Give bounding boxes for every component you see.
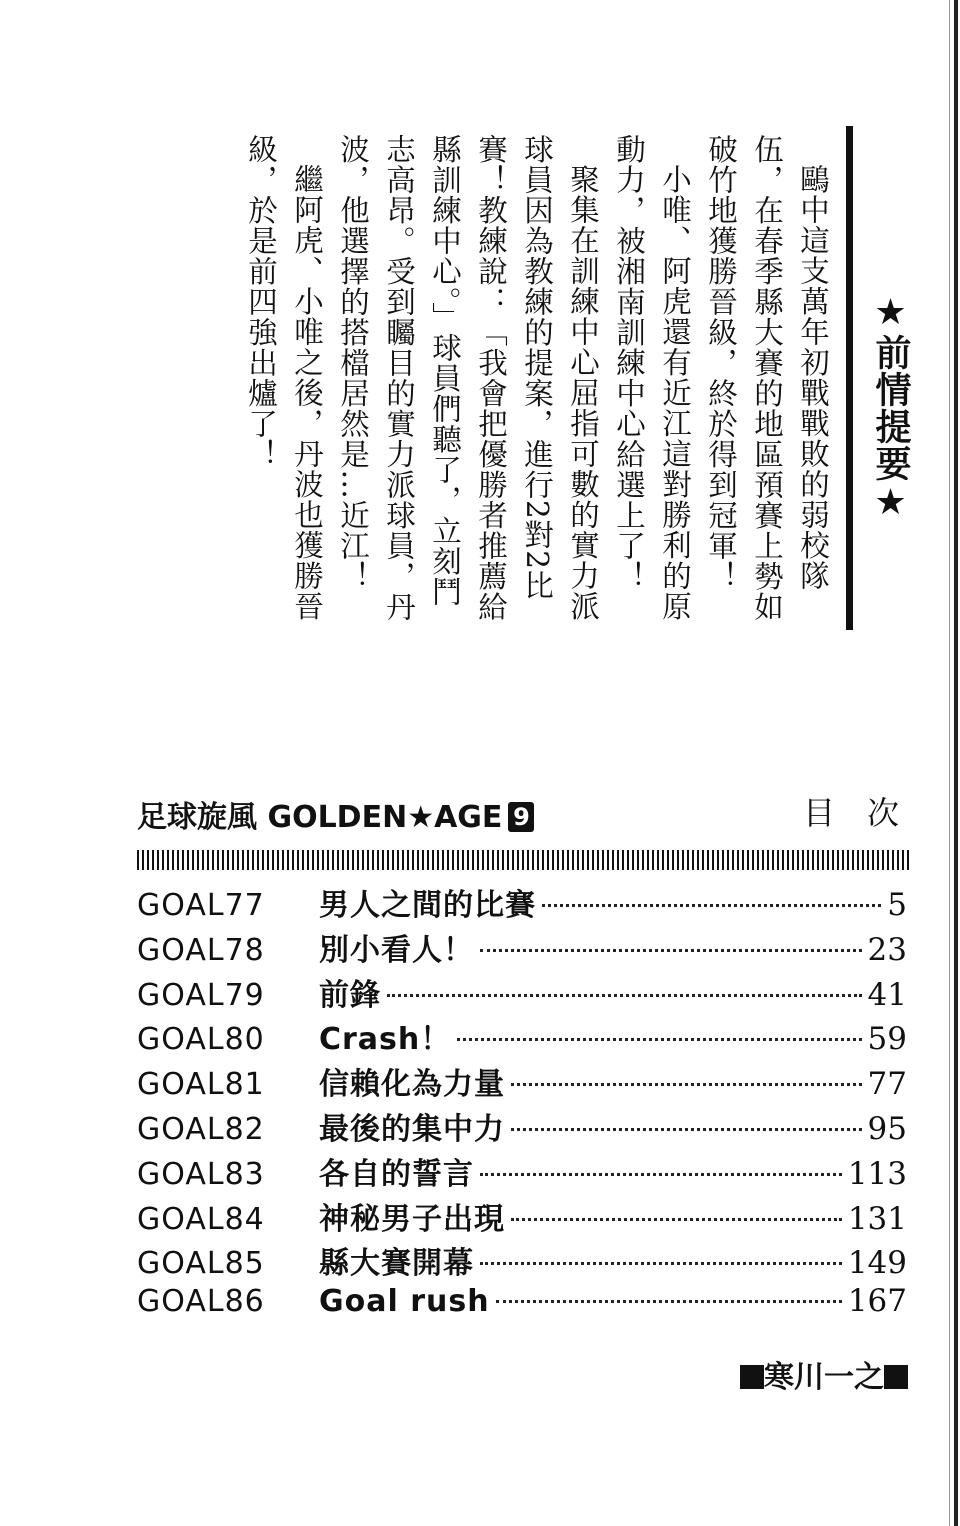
dot-leader [496,1300,842,1303]
dot-leader [542,904,881,907]
synopsis-paragraph: 繼阿虎、小唯之後，丹波也獲勝晉級，於是前四強出爐了！ [244,134,324,621]
chapter-title: 縣大賽開幕 [319,1246,474,1282]
chapter-title: 前鋒 [319,977,381,1013]
dot-leader [480,1262,842,1265]
synopsis-text [236,134,836,634]
chapter-number: GOAL84 [137,1201,265,1237]
dot-leader [480,1173,842,1176]
page-number: 41 [867,976,907,1013]
square-bullet-icon [884,1365,908,1389]
toc-row [137,1104,907,1149]
chapter-title: 最後的集中力 [319,1111,505,1147]
page-number: 167 [847,1283,907,1320]
page-number: 149 [847,1245,907,1282]
series-title-text: 足球旋風 GOLDEN★AGE [137,800,503,835]
chapter-title: 別小看人！ [319,932,474,968]
chapter-title: 信賴化為力量 [319,1067,505,1103]
chapter-number: GOAL86 [137,1284,265,1320]
page-number: 113 [847,1155,907,1192]
page-number: 77 [867,1066,907,1103]
dot-leader [387,994,862,997]
author-name: 寒川一之 [764,1360,884,1395]
square-bullet-icon [740,1365,764,1389]
chapter-title: 各自的誓言 [319,1156,474,1192]
chapter-number: GOAL78 [137,932,265,968]
dot-leader [457,1038,861,1041]
toc-row [137,1194,907,1239]
chapter-number: GOAL77 [137,888,265,923]
chapter-title: 神秘男子出現 [319,1201,505,1237]
page-edge [954,0,958,1526]
toc-row [137,970,907,1015]
dot-leader [511,1128,862,1131]
chapter-number: GOAL81 [137,1067,265,1103]
toc-row [137,880,907,925]
chapter-title: 男人之間的比賽 [319,888,536,923]
chapter-title: Goal rush [319,1284,490,1320]
author-credit [740,1352,908,1396]
page-edge-line [949,0,950,1526]
toc-divider [137,850,910,870]
page-number: 5 [887,887,907,923]
synopsis-paragraph: 小唯、阿虎還有近江這對勝利的原動力，被湘南訓練中心給選上了！ [612,134,692,621]
toc-list [137,880,907,1328]
toc-row [137,1149,907,1194]
page-number: 95 [867,1110,907,1147]
toc-heading: 目次 [802,794,931,832]
chapter-number: GOAL85 [137,1246,265,1282]
dot-leader [511,1083,862,1086]
page-number: 23 [867,931,907,968]
synopsis-title: ★前情提要★ [870,292,911,524]
page-number: 131 [847,1200,907,1237]
chapter-number: GOAL79 [137,977,265,1013]
synopsis-divider [846,126,853,630]
synopsis-paragraph: 鷗中這支萬年初戰戰敗的弱校隊伍，在春季縣大賽的地區預賽上勢如破竹地獲勝晉級，終於得到冠軍！ [704,134,830,622]
chapter-number: GOAL83 [137,1156,265,1192]
toc-row [137,925,907,970]
chapter-number: GOAL82 [137,1111,265,1147]
chapter-number: GOAL80 [137,1022,265,1058]
toc-row [137,1059,907,1104]
toc-row [137,1238,907,1283]
series-title [137,792,534,836]
dot-leader [480,949,862,952]
synopsis-paragraph: 聚集在訓練中心屈指可數的實力派球員因為教練的提案，進行2對2比賽！教練說：「我會把優勝者推薦給縣訓練中心。」球員們聽了，立刻鬥志高昂。受到矚目的實力派球員，丹波，他選擇的搭檔居然是…近江！ [336,134,600,622]
dot-leader [511,1218,842,1221]
toc-row [137,1014,907,1059]
page-number: 59 [867,1021,907,1058]
volume-number-badge: 9 [508,802,534,832]
toc-header [137,788,931,838]
toc-row [137,1283,907,1328]
chapter-title: Crash！ [319,1022,452,1058]
